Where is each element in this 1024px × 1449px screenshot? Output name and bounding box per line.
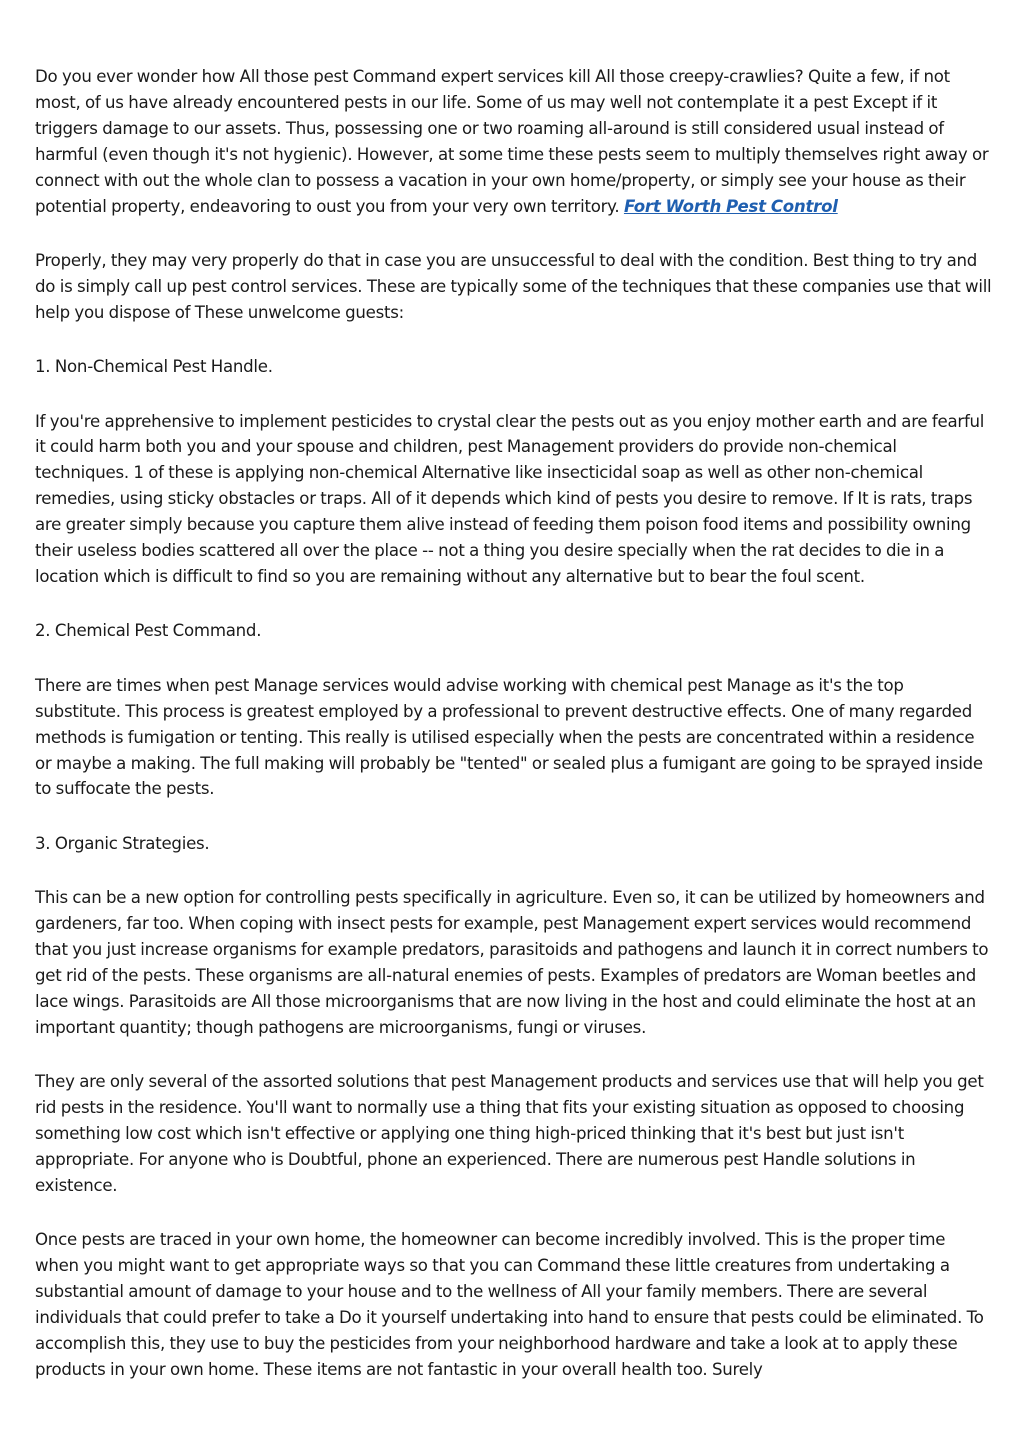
document-body — [35, 64, 993, 1411]
paragraph-non-chemical: If you're apprehensive to implement pesticides to crystal clear the pests out as you enjoy mother earth and are fearful it could harm both you and your spouse and children, pest Management providers do provide non-chemical techniques. 1 of these is applying non-chemical Alternative like insecticidal soap as well as other non-chemical remedies, using sticky obstacles or traps. All of it depends which kind of pests you desire to remove. If It is rats, traps are greater simply because you capture them alive instead of feeding them poison food items and possibility owning their useless bodies scattered all over the place -- not a thing you desire specially when the rat decides to die in a location which is difficult to find so you are remaining without any alternative but to bear the foul scent. — [35, 411, 985, 586]
heading-chemical: 2. Chemical Pest Command. — [35, 621, 262, 641]
paragraph-services-intro: Properly, they may very properly do that in case you are unsuccessful to deal with the condition. Best thing to try and do is simply call up pest control services. These are typically some of the techniques that these companies use that will help you dispose of These unwelcome guests: — [35, 250, 992, 322]
heading-non-chemical: 1. Non-Chemical Pest Handle. — [35, 357, 273, 377]
paragraph-organic: This can be a new option for controlling pests specifically in agriculture. Even so, it can be utilized by homeowners and gardeners, far too. When coping with insect pests for example, pest Management expert services would recommend that you just increase organisms for example predators, parasitoids and pathogens and launch it in correct numbers to get rid of the pests. These organisms are all-natural enemies of pests. Examples of predators are Woman beetles and lace wings. Parasitoids are All those microorganisms that are now living in the host and could eliminate the host at an important quantity; though pathogens are microorganisms, fungi or viruses. — [35, 888, 989, 1037]
fort-worth-pest-control-link[interactable]: Fort Worth Pest Control — [623, 196, 838, 216]
intro-paragraph — [35, 64, 993, 219]
intro-text: Do you ever wonder how All those pest Command expert services kill All those creepy-crawlies? Quite a few, if not most, of us have already encountered pests in our life. Some of us may well not contemplate it a pest Except if it triggers damage to our assets. Thus, possessing one or two roaming all-around is still considered usual instead of harmful (even though it's not hygienic). However, at some time these pests seem to multiply themselves right away or connect with out the whole clan to possess a vacation in your own home/property, or simply see your house as their potential property, endeavoring to oust you from your very own territory. — [35, 67, 989, 216]
paragraph-homeowner: Once pests are traced in your own home, the homeowner can become incredibly involved. This is the proper time when you might want to get appropriate ways so that you can Command these little creatures from undertaking a substantial amount of damage to your house and to the wellness of All your family members. There are several individuals that could prefer to take a Do it yourself undertaking into hand to ensure that pests could be eliminated. To accomplish this, they use to buy the pesticides from your neighborhood hardware and take a look at to apply these products in your own home. These items are not fantastic in your overall health too. Surely — [35, 1230, 984, 1379]
heading-organic: 3. Organic Strategies. — [35, 833, 210, 853]
paragraph-summary: They are only several of the assorted solutions that pest Management products and services use that will help you get rid pests in the residence. You'll want to normally use a thing that fits your existing situation as opposed to choosing something low cost which isn't effective or applying one thing high-priced thinking that it's best but just isn't appropriate. For anyone who is Doubtful, phone an experienced. There are numerous pest Handle solutions in existence. — [35, 1072, 984, 1195]
paragraph-chemical: There are times when pest Manage services would advise working with chemical pest Manage as it's the top substitute. This process is greatest employed by a professional to prevent destructive effects. One of many regarded methods is fumigation or tenting. This really is utilised especially when the pests are concentrated within a residence or maybe a making. The full making will probably be "tented" or sealed plus a fumigant are going to be sprayed inside to suffocate the pests. — [35, 675, 983, 799]
